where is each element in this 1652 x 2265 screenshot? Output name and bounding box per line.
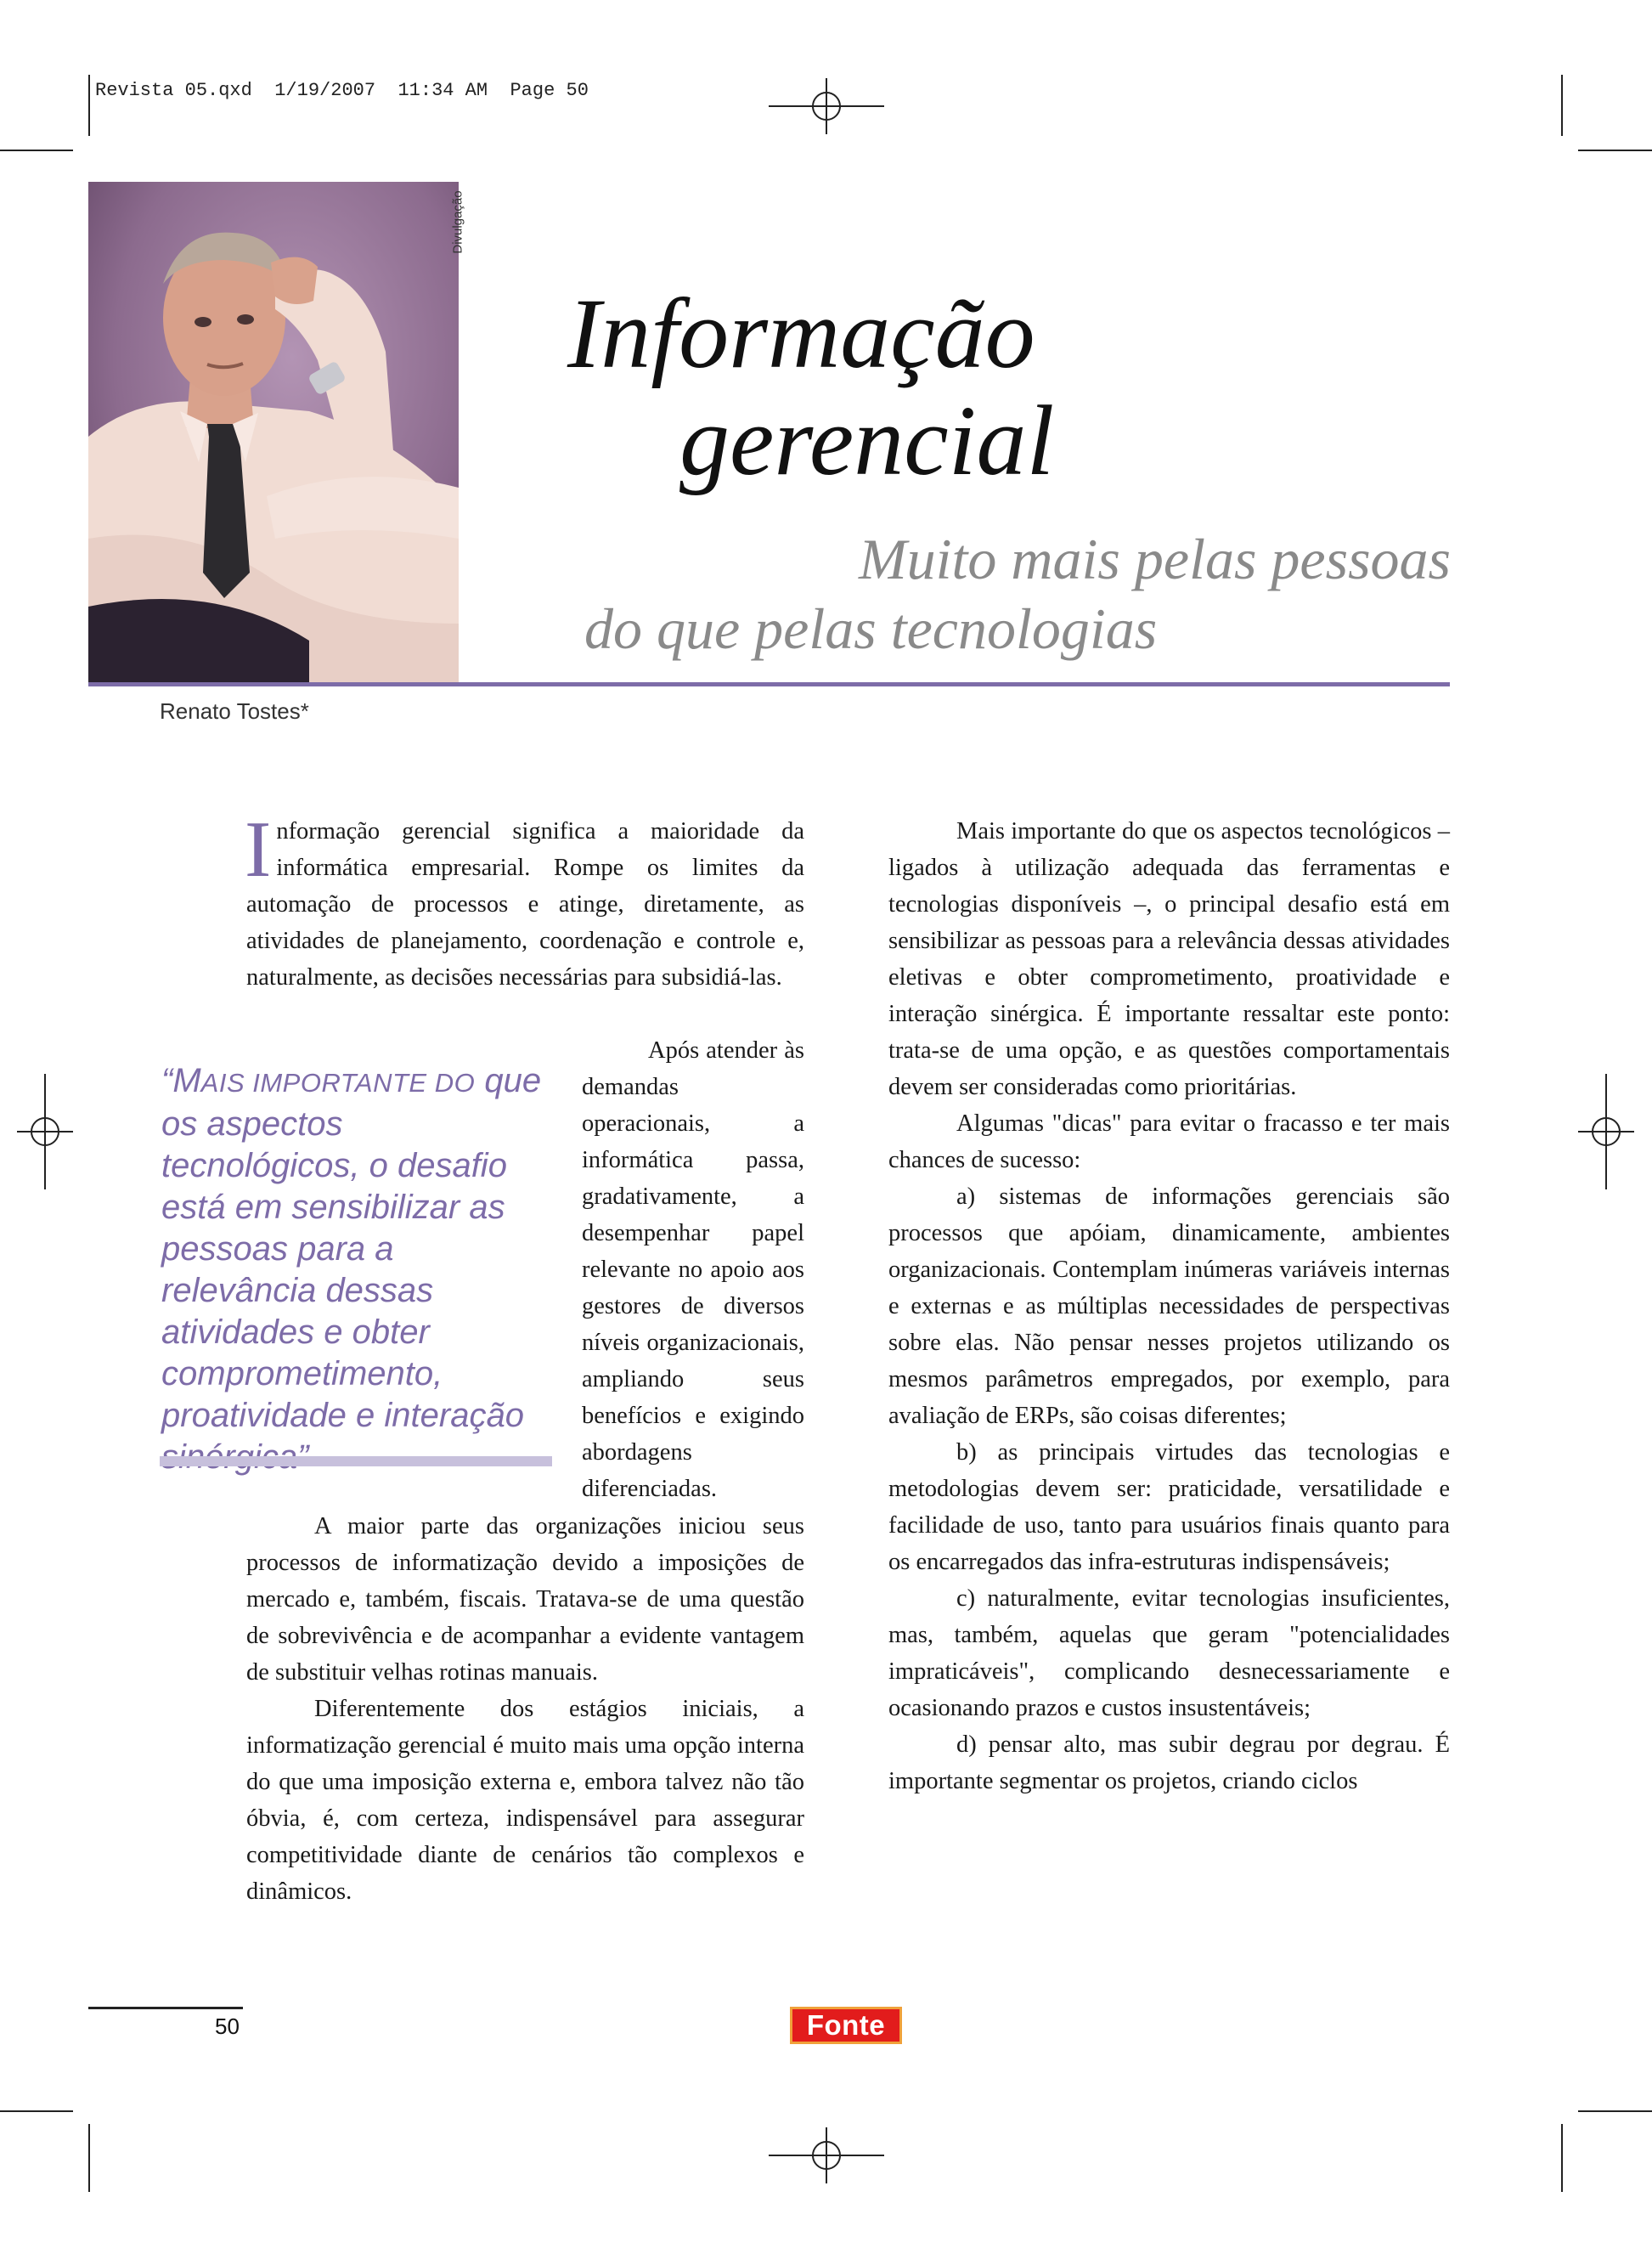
tip-item: d) pensar alto, mas subir degrau por degrau. É importante segmentar os projetos, criando ciclos	[888, 1731, 1450, 1794]
title-rule	[88, 682, 1450, 686]
fonte-logo: Fonte	[790, 2007, 902, 2044]
crop-mark	[0, 2110, 73, 2112]
intro-paragraph	[245, 805, 804, 996]
body-paragraph: Algumas "dicas" para evitar o fracasso e ter mais chances de sucesso:	[888, 1110, 1450, 1173]
pull-quote-rule	[160, 1456, 552, 1466]
registration-mark-bottom	[767, 2126, 886, 2185]
crop-mark	[1578, 2110, 1652, 2112]
photo-credit	[450, 184, 479, 268]
left-column-intro	[245, 805, 804, 996]
registration-mark-top	[767, 76, 886, 136]
article-subtitle-line-2: do que pelas tecnologias	[584, 596, 1158, 661]
crop-mark	[1561, 2124, 1563, 2192]
pull-quote-open-mark: “	[161, 1062, 173, 1099]
body-paragraph: Diferentemente dos estágios iniciais, a informatização gerencial é muito mais uma opção interna do que uma imposição externa e, embora talvez não tão óbvia, é, com certeza, indispensável para assegurar competitividade diante de cenários tão complexos e dinâmicos.	[246, 1696, 804, 1905]
crop-mark	[88, 75, 90, 136]
registration-mark-right	[1576, 1072, 1636, 1191]
article-subtitle-line-1: Muito mais pelas pessoas	[859, 527, 1451, 591]
photo-credit-text: Divulgação	[450, 190, 465, 254]
right-column	[888, 813, 1450, 1799]
article-title-line-1: Informação	[567, 278, 1035, 389]
left-column-lower	[246, 1508, 804, 1910]
author-byline: Renato Tostes*	[160, 698, 309, 724]
body-paragraph: A maior parte das organizações iniciou seus processos de informatização devido a imposições de mercado e, também, fiscais. Tratava-se de uma questão de sobrevivência e de acompanhar a evidente vantagem de substituir velhas rotinas manuais.	[246, 1513, 804, 1686]
intro-paragraph-text: nformação gerencial significa a maioridade da informática empresarial. Rompe os limites da automação de processos e atinge, diretamente, as atividades de planejamento, coordenação e controle e, naturalmente, as decisões necessárias para subsidiá-las.	[246, 818, 804, 991]
article-title-line-2: gerencial	[679, 385, 1055, 496]
tip-item: b) as principais virtudes das tecnologias e metodologias devem ser: praticidade, versatilidade e facilidade de uso, tanto para usuários finais quanto para os encarregados das infra-estruturas indispensáveis;	[888, 1439, 1450, 1575]
pull-quote-lead-cap: M	[172, 1062, 201, 1099]
narrow-paragraph: Após atender às demandas operacionais, a informática passa, gradativamente, a desempenhar papel relevante no apoio aos gestores de diversos níveis organizacionais, ampliando seus benefícios e exigindo abordagens diferenciadas.	[582, 1037, 804, 1502]
folio-rule	[88, 2007, 243, 2009]
pull-quote-body: que os aspectos tecnológicos, o desafio está em sensibilizar as pessoas para a relevância dessas atividades e obter comprometimento, proatividade e interação	[161, 1062, 542, 1434]
pull-quote	[161, 1060, 544, 1478]
crop-mark	[1561, 75, 1563, 136]
page-number: 50	[215, 2014, 240, 2039]
article-title	[567, 280, 1162, 494]
tip-item: c) naturalmente, evitar tecnologias insuficientes, mas, também, aquelas que geram "potencialidades impraticáveis", complicando desnecessariamente e ocasionando prazos e custos insustentáveis;	[888, 1585, 1450, 1721]
drop-cap: I	[245, 805, 272, 894]
tip-item: a) sistemas de informações gerenciais são processos que apóiam, dinamicamente, ambientes organizacionais. Contemplam inúmeras variáveis internas e externas e as múltiplas necessidades de perspectivas sobre elas. Não pensar nesses projetos utilizando os mesmos parâmetros empregados, por exemplo, para avaliação de ERPs, são coisas diferentes;	[888, 1183, 1450, 1429]
slug-line: Revista 05.qxd 1/19/2007 11:34 AM Page 50	[95, 80, 589, 101]
article-subtitle	[584, 524, 1451, 664]
author-photo	[88, 182, 459, 683]
crop-mark	[1578, 150, 1652, 151]
crop-mark	[88, 2124, 90, 2192]
pull-quote-small-caps: AIS IMPORTANTE DO	[200, 1068, 476, 1098]
registration-mark-left	[15, 1072, 75, 1191]
body-paragraph: Mais importante do que os aspectos tecnológicos – ligados à utilização adequada das ferramentas e tecnologias disponíveis –, o principal desafio está em sensibilizar as pessoas para a relevância dessas atividades eletivas e obter comprometimento, proatividade e interação sinérgica. É importante ressaltar este ponto: trata-se de uma opção, e as questões comportamentais devem ser consideradas como prioritárias.	[888, 818, 1450, 1100]
crop-mark	[0, 150, 73, 151]
left-column-narrow	[582, 1032, 804, 1507]
